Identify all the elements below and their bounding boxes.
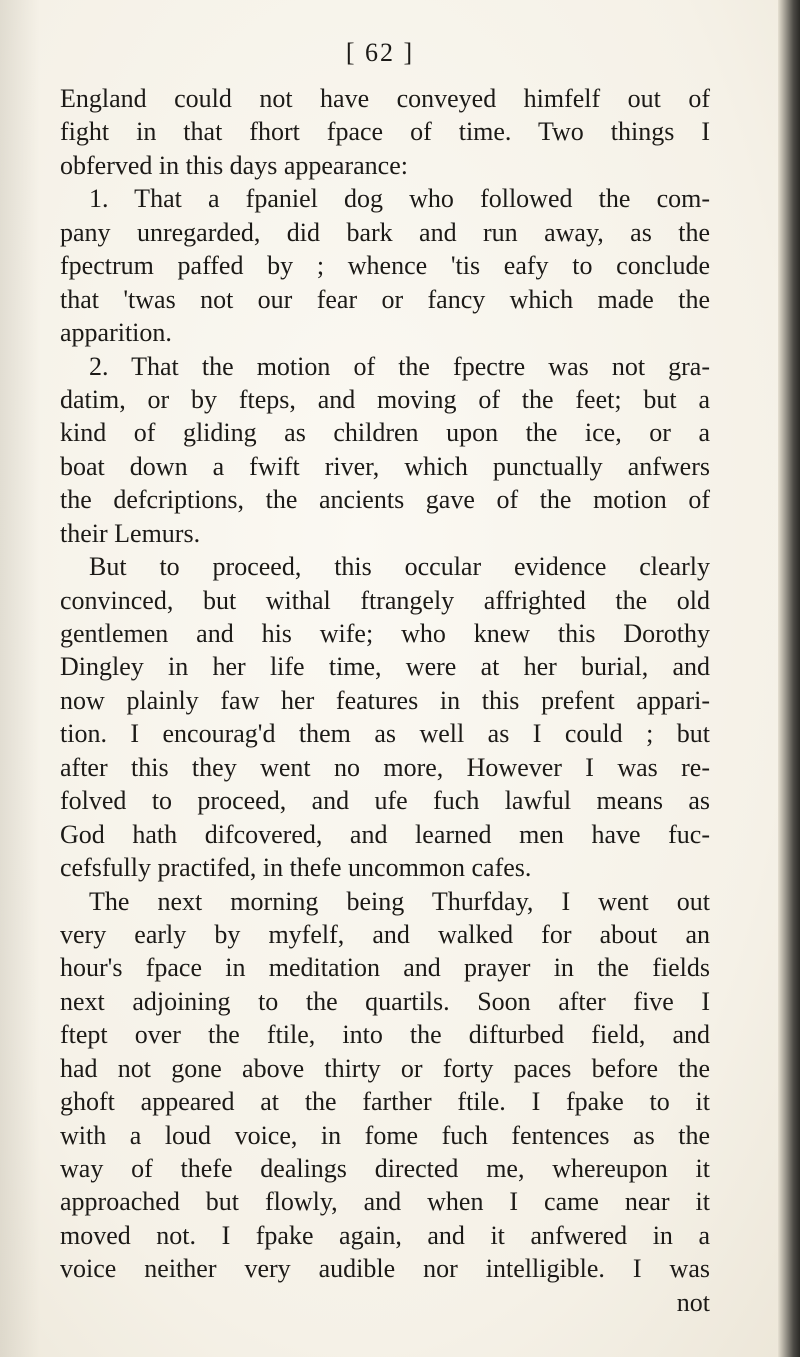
text-line: kind of gliding as children upon the ice, or a: [60, 418, 710, 448]
text-line: ghoft appeared at the farther ftile. I fpake to it: [60, 1087, 710, 1117]
text-line: cefsfully practifed, in thefe uncommon cafes.: [60, 853, 532, 883]
text-line: ftept over the ftile, into the difturbed field, and: [60, 1020, 710, 1050]
catchword: not: [676, 1287, 710, 1317]
text-line: the defcriptions, the ancients gave of the motion of: [60, 485, 710, 515]
text-line: folved to proceed, and ufe fuch lawful means as: [60, 786, 710, 816]
page-left-shadow: [0, 0, 40, 1357]
text-line: fpectrum paffed by ; whence 'tis eafy to conclude: [60, 251, 710, 281]
text-line: with a loud voice, in fome fuch fentences as the: [60, 1120, 710, 1150]
page-number: [ 62 ]: [345, 38, 415, 67]
text-line: apparition.: [60, 318, 172, 348]
text-line: now plainly faw her features in this prefent appari-: [60, 685, 710, 715]
text-line: datim, or by fteps, and moving of the feet; but a: [60, 384, 710, 414]
text-line: that 'twas not our fear or fancy which made the: [60, 284, 710, 314]
text-line: approached but flowly, and when I came near it: [60, 1187, 710, 1217]
text-line: next adjoining to the quartils. Soon after five I: [60, 986, 710, 1016]
text-line: The next morning being Thurfday, I went out: [89, 886, 710, 916]
text-line: gentlemen and his wife; who knew this Dorothy: [60, 619, 710, 648]
text-line: way of thefe dealings directed me, whereupon it: [60, 1154, 710, 1183]
text-line: fight in that fhort fpace of time. Two things I: [60, 117, 710, 147]
book-binding-edge: [778, 0, 800, 1357]
text-line: obferved in this days appearance:: [60, 150, 408, 180]
text-line: But to proceed, this occular evidence clearly: [89, 552, 710, 582]
text-line: boat down a fwift river, which punctually anfwers: [60, 451, 710, 481]
text-line: 1. That a fpaniel dog who followed the com-: [89, 184, 710, 214]
text-line: pany unregarded, did bark and run away, as the: [60, 217, 710, 247]
text-line: moved not. I fpake again, and it anfwered in a: [60, 1220, 710, 1250]
text-line: tion. I encourag'd them as well as I could ; but: [60, 719, 710, 749]
text-line: after this they went no more, However I was re-: [60, 752, 710, 782]
text-line: hour's fpace in meditation and prayer in the fields: [60, 953, 710, 983]
text-line: convinced, but withal ftrangely affrighted the old: [60, 585, 710, 615]
text-line: Dingley in her life time, were at her burial, and: [60, 652, 710, 682]
text-line: had not gone above thirty or forty paces before the: [60, 1053, 710, 1083]
text-line: voice neither very audible nor intelligible. I was: [60, 1254, 710, 1284]
text-line: England could not have conveyed himfelf out of: [60, 84, 710, 113]
text-line: 2. That the motion of the fpectre was not gra-: [89, 351, 710, 381]
text-line: God hath difcovered, and learned men have fuc-: [60, 819, 710, 849]
text-line: their Lemurs.: [60, 518, 201, 548]
page-body-text: [60, 82, 710, 1319]
text-line: very early by myfelf, and walked for about an: [60, 919, 710, 949]
